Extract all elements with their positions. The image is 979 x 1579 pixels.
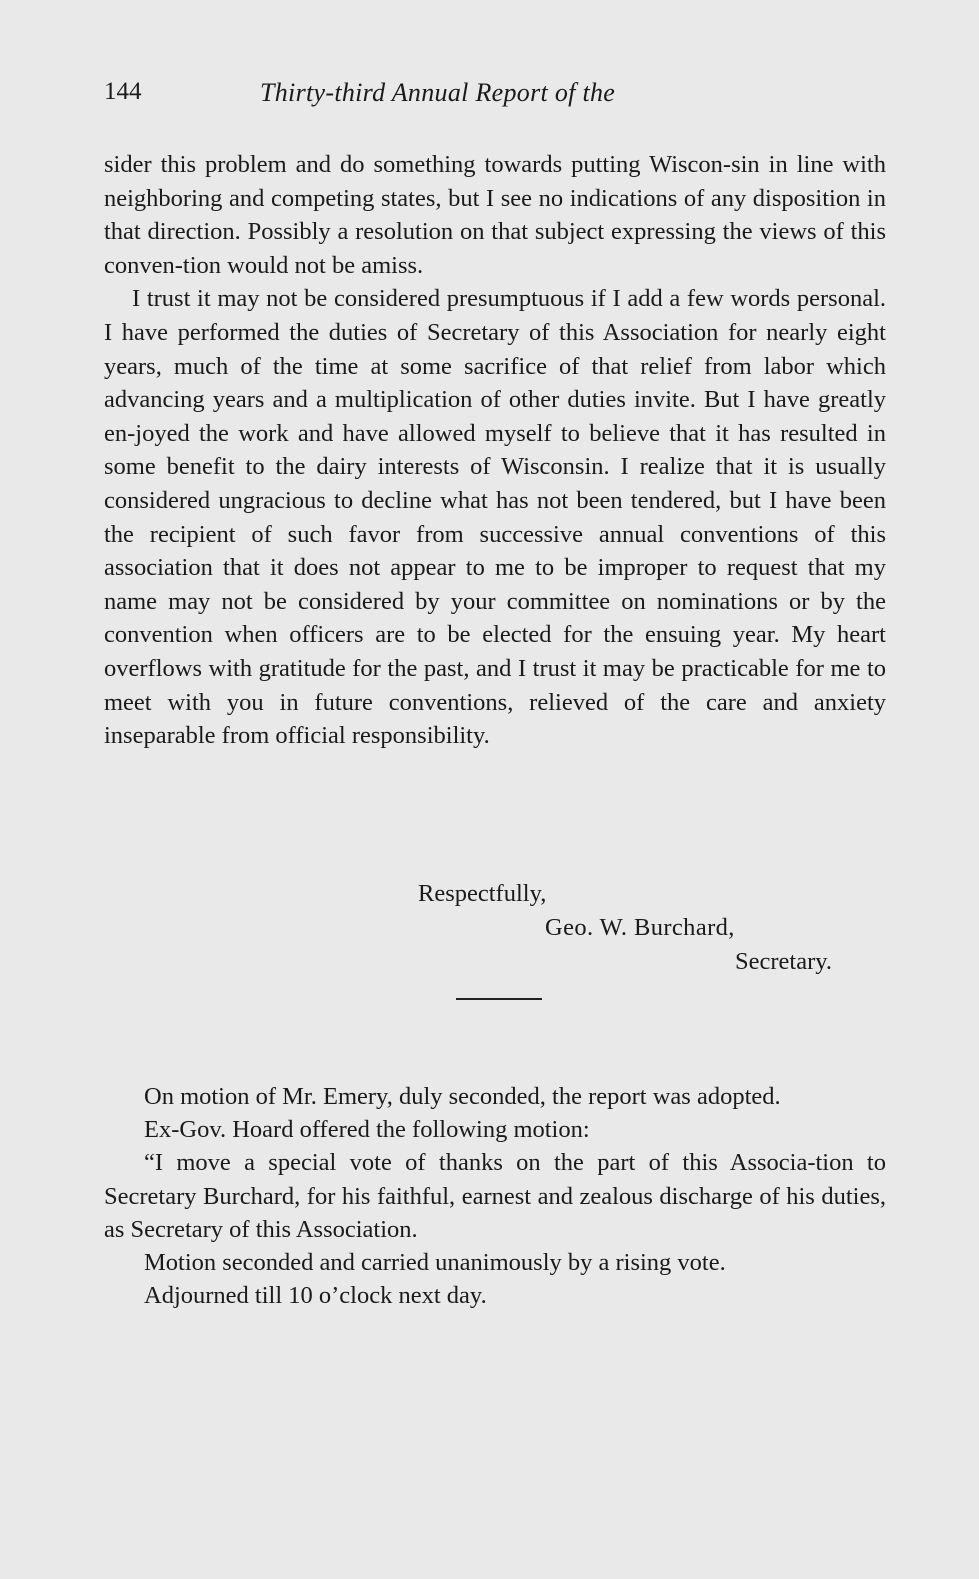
closing-salutation: Respectfully, [418, 880, 547, 907]
proceedings-paragraph: Ex-Gov. Hoard offered the following motion: [144, 1116, 590, 1144]
section-divider [456, 998, 542, 1000]
running-head: Thirty-third Annual Report of the [260, 78, 616, 107]
proceedings-body [104, 1080, 886, 1312]
proceedings-paragraph: “I move a special vote of thanks on the part of this Associa-tion to Secretary Burchard, for his faithful, earnest and zealous discharge of his duties, as Secretary of this Association. [104, 1149, 886, 1243]
proceedings-paragraph: Adjourned till 10 o’clock next day. [144, 1282, 487, 1310]
page-number: 144 [104, 78, 142, 105]
paragraph-continued: sider this problem and do something towards putting Wiscon-sin in line with neighboring and competing states, but I see no indications of any disposition in that direction. Possibly a resolution on that subject expressing the views of this conven-tion would not be amiss. [104, 151, 886, 279]
proceedings-paragraph: Motion seconded and carried unanimously by a rising vote. [144, 1249, 726, 1277]
paragraph-personal: I trust it may not be considered presumptuous if I add a few words personal. I have performed the duties of Secretary of this Association for nearly eight years, much of the time at some sacrifice of that relief from labor which advancing years and a multiplication of other duties invite. But I have greatly en-joyed the work and have allowed myself to believe that it has resulted in some benefit to the dairy interests of Wisconsin. I realize that it is usually considered ungracious to decline what has not been tendered, but I have been the recipient of such favor from successive annual conventions of this association that it does not appear to me to be improper to request that my name may not be considered by your committee on nominations or by the convention when officers are to be elected for the ensuing year. My heart overflows with gratitude for the past, and I trust it may be practicable for me to meet with you in future conventions, relieved of the care and anxiety inseparable from official responsibility. [104, 285, 886, 750]
report-body [104, 148, 886, 753]
signature-title: Secretary. [735, 948, 833, 975]
signature-name: Geo. W. Burchard, [545, 914, 735, 941]
proceedings-paragraph: On motion of Mr. Emery, duly seconded, the report was adopted. [144, 1083, 781, 1110]
page-header [104, 78, 894, 118]
